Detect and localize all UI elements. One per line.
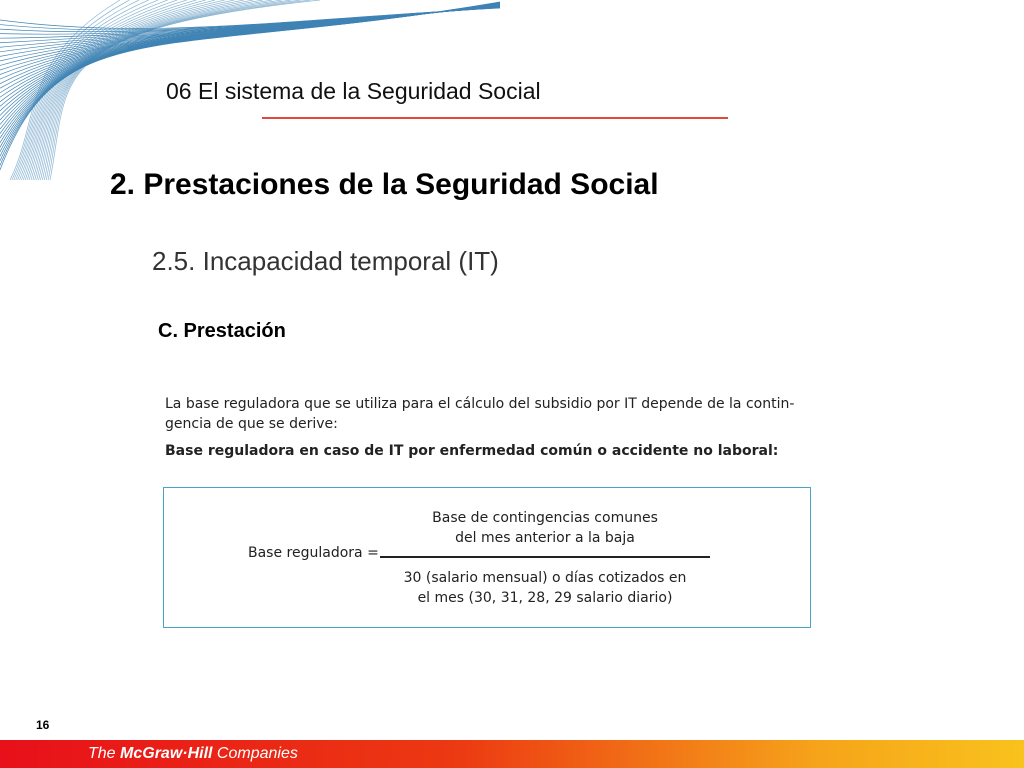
footer-bar: [0, 740, 1024, 768]
numerator-line-1: Base de contingencias comunes: [432, 510, 658, 526]
numerator-line-2: del mes anterior a la baja: [455, 530, 635, 546]
formula-heading: Base reguladora en caso de IT por enfermedad común o accidente no laboral:: [165, 443, 779, 459]
subsection-title: 2.5. Incapacidad temporal (IT): [152, 246, 499, 276]
mcgraw-hill-logo: [88, 745, 298, 763]
header-divider: [262, 117, 728, 119]
presentation-header-title: 06 El sistema de la Seguridad Social: [166, 78, 541, 104]
logo-brand: McGraw·Hill: [120, 745, 213, 762]
formula-box: [163, 487, 811, 628]
fraction-bar: [380, 556, 710, 558]
denominator-line-2: el mes (30, 31, 28, 29 salario diario): [417, 589, 673, 606]
page-number: 16: [36, 718, 50, 732]
formula-lhs: Base reguladora =: [248, 545, 379, 561]
logo-suffix: Companies: [212, 745, 298, 762]
logo-the: The: [88, 745, 121, 762]
denominator-line-1: 30 (salario mensual) o días cotizados en: [403, 569, 687, 586]
section-title: 2. Prestaciones de la Seguridad Social: [110, 168, 659, 201]
intro-paragraph: La base reguladora que se utiliza para el cálculo del subsidio por IT depende de la contin- gencia de que se derive:: [165, 396, 795, 432]
item-title: C. Prestación: [158, 320, 286, 342]
formula-fraction: [380, 508, 710, 608]
